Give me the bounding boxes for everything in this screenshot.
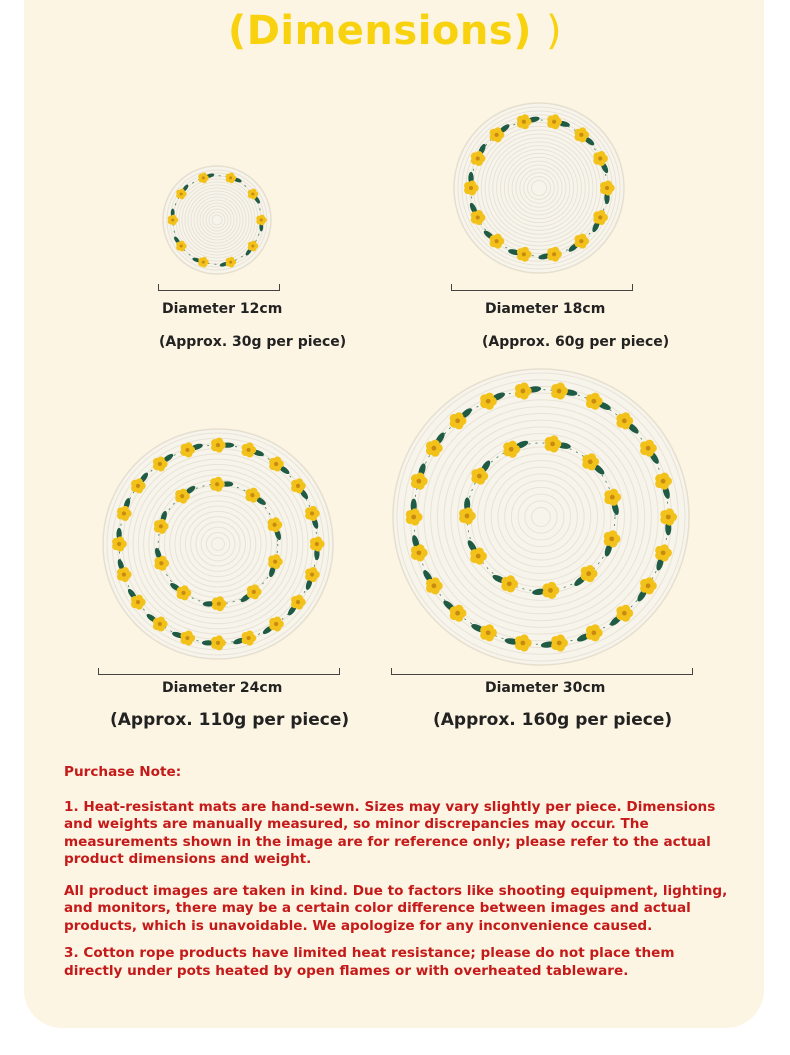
note-item-3: 3. Cotton rope products have limited heat resistance; please do not place them directly under pots heated by open flames or with overheated tableware.	[64, 945, 675, 979]
note-item-2: All product images are taken in kind. Due to factors like shooting equipment, lighting, and monitors, there may be a certain color difference between images and actual products, which is unavoidable. We apologize for any inconvenience caused.	[64, 882, 728, 934]
mat-30cm-image	[391, 368, 691, 666]
weight-label-18cm: (Approx. 60g per piece)	[482, 334, 670, 350]
diameter-label-30cm: Diameter 30cm	[485, 680, 606, 696]
title-paren: )	[545, 8, 563, 54]
page-title	[0, 8, 790, 54]
dimension-line-18cm	[451, 284, 633, 291]
diameter-label-12cm: Diameter 12cm	[162, 301, 283, 317]
weight-label-24cm: (Approx. 110g per piece)	[110, 710, 350, 730]
title-text: (Dimensions)	[227, 8, 532, 54]
notes-heading: Purchase Note:	[64, 764, 182, 780]
dimension-line-12cm	[158, 284, 280, 291]
weight-label-30cm: (Approx. 160g per piece)	[433, 710, 673, 730]
mat-24cm-image	[98, 428, 338, 660]
purchase-notes	[64, 764, 736, 980]
note-item-1: 1. Heat-resistant mats are hand-sewn. Sizes may vary slightly per piece. Dimensions and weights are manually measured, so minor discrepancies may occur. The measurements shown in the image are for reference only; please refer to the actual product dimensions and weight.	[64, 798, 716, 867]
mat-18cm-image	[448, 102, 630, 274]
weight-label-12cm: (Approx. 30g per piece)	[159, 334, 347, 350]
dimension-line-24cm	[98, 668, 340, 675]
dimension-line-30cm	[391, 668, 693, 675]
diameter-label-18cm: Diameter 18cm	[485, 301, 606, 317]
diameter-label-24cm: Diameter 24cm	[162, 680, 283, 696]
mat-12cm-image	[157, 165, 277, 275]
